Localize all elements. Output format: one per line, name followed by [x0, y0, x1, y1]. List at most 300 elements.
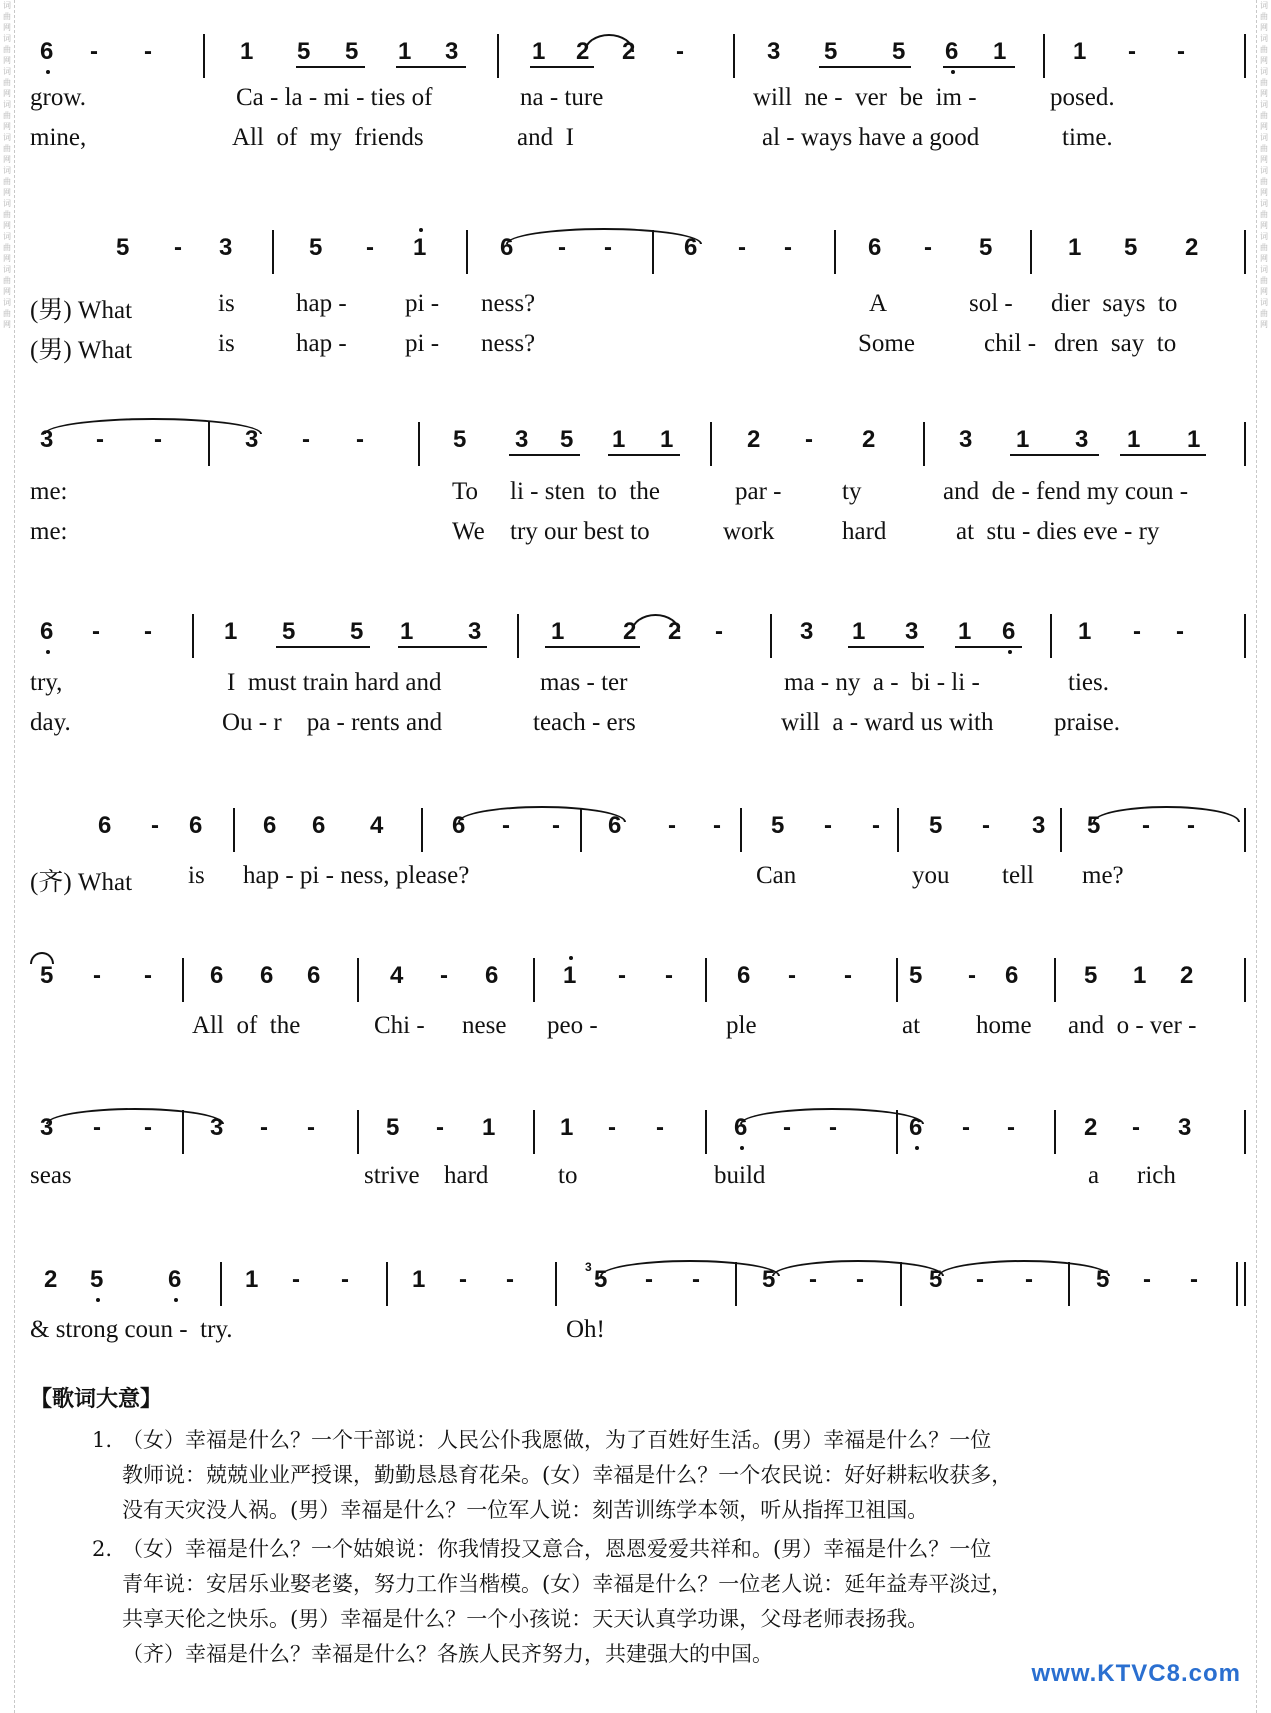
note-2: 2: [622, 38, 636, 65]
lyric-text: to: [558, 1162, 578, 1189]
eighth-beam: [398, 646, 487, 648]
tie-arc: [938, 1260, 1110, 1276]
summary-item-2: [30, 1532, 1250, 1672]
note-3: 3: [40, 1114, 54, 1141]
dash-hold: -: [809, 1266, 817, 1293]
summary-line: （女）幸福是什么？一个干部说：人民公仆我愿做，为了百姓好生活。(男）幸福是什么？一位: [122, 1428, 992, 1452]
barline: [705, 1110, 707, 1154]
summary-line: 教师说：兢兢业业严授课，勤勤恳恳育花朵。(女）幸福是什么？一个农民说：好好耕耘收获多，: [122, 1463, 1013, 1487]
lyric-text: is: [218, 330, 235, 357]
lyric-text: me:: [30, 518, 68, 545]
note-1: 1: [551, 618, 565, 645]
note-3: 3: [245, 426, 259, 453]
summary-item-1: [30, 1423, 1250, 1528]
eighth-beam: [396, 66, 466, 68]
note-5: 5: [297, 38, 311, 65]
lyric-text: ty: [842, 478, 862, 505]
summary-line: （女）幸福是什么？一个姑娘说：你我情投又意合，恩恩爱爱共祥和。(男）幸福是什么？一位: [122, 1537, 992, 1561]
note-5: 5: [929, 1266, 943, 1293]
barline: [357, 1110, 359, 1154]
dash-hold: -: [302, 426, 310, 453]
note-2: 2: [623, 618, 637, 645]
eighth-beam: [296, 66, 365, 68]
barline: [357, 958, 359, 1002]
note-2: 2: [44, 1266, 58, 1293]
lyric-text: rich: [1137, 1162, 1176, 1189]
dash-hold: -: [1128, 38, 1136, 65]
tie-arc: [30, 952, 54, 964]
note-1: 1: [1078, 618, 1092, 645]
note-5: 5: [1124, 234, 1138, 261]
lyric-text: is: [188, 862, 205, 889]
lyric-text: dier says to: [1051, 290, 1178, 317]
summary-line: 青年说：安居乐业娶老婆，努力工作当楷模。(女）幸福是什么？一位老人说：延年益寿平淡过，: [122, 1572, 1013, 1596]
note-6: 6: [868, 234, 882, 261]
barline: [733, 34, 735, 78]
barline: [897, 808, 899, 852]
dash-hold: -: [174, 234, 182, 261]
summary-line: 没有天灾没人祸。(男）幸福是什么？一位军人说：刻苦训练学本领，听从指挥卫祖国。: [122, 1498, 929, 1522]
note-2: 2: [862, 426, 876, 453]
lyric-text: ma - ny a - bi - li -: [784, 669, 980, 696]
note-5: 5: [560, 426, 574, 453]
note-1: 1: [1016, 426, 1030, 453]
lyric-text: ness?: [481, 330, 536, 357]
dash-hold: -: [341, 1266, 349, 1293]
barline: [386, 1262, 388, 1306]
lyric-text: Some: [858, 330, 915, 357]
lyric-text: sol -: [969, 290, 1013, 317]
note-2: 2: [1084, 1114, 1098, 1141]
note-5: 5: [892, 38, 906, 65]
dash-hold: -: [738, 234, 746, 261]
dash-hold: -: [968, 962, 976, 989]
note-5: 5: [824, 38, 838, 65]
lyric-text: par -: [735, 478, 782, 505]
lyric-text: All of the: [192, 1012, 301, 1039]
note-1: 1: [532, 38, 546, 65]
lyric-text: home: [976, 1012, 1032, 1039]
barline: [1030, 230, 1032, 274]
barline: [1244, 1110, 1246, 1154]
tie-arc: [506, 228, 702, 244]
lyric-text: mine,: [30, 124, 87, 151]
low-octave-dot: [174, 1298, 178, 1302]
note-5: 5: [282, 618, 296, 645]
eighth-beam: [530, 66, 594, 68]
note-3: 3: [40, 426, 54, 453]
lyric-text: pi -: [405, 290, 440, 317]
note-6: 6: [189, 812, 203, 839]
dash-hold: -: [151, 812, 159, 839]
dash-hold: -: [783, 1114, 791, 1141]
barline: [1060, 808, 1062, 852]
barline: [418, 422, 420, 466]
lyric-text: teach - ers: [533, 709, 636, 736]
lyric-text: me?: [1082, 862, 1124, 889]
dash-hold: -: [1187, 812, 1195, 839]
note-6: 6: [40, 38, 54, 65]
note-3: 3: [210, 1114, 224, 1141]
lyric-text: (齐) What: [30, 869, 133, 896]
dash-hold: -: [144, 618, 152, 645]
note-1: 1: [1073, 38, 1087, 65]
note-2: 2: [576, 38, 590, 65]
note-3: 3: [1032, 812, 1046, 839]
lyric-text: I must train hard and: [227, 669, 442, 696]
lyric-text: peo -: [547, 1012, 598, 1039]
dash-hold: -: [668, 812, 676, 839]
barline: [466, 230, 468, 274]
note-1: 1: [482, 1114, 496, 1141]
lyric-text: We: [452, 518, 485, 545]
dash-hold: -: [459, 1266, 467, 1293]
lyric-text: hap - pi - ness, please?: [243, 862, 470, 889]
note-1: 1: [413, 234, 427, 261]
note-1: 1: [563, 962, 577, 989]
barline: [1244, 808, 1246, 852]
note-1: 1: [224, 618, 238, 645]
barline: [533, 958, 535, 1002]
note-4: 4: [390, 962, 404, 989]
lyric-text: al - ways have a good: [762, 124, 980, 151]
dash-hold: -: [844, 962, 852, 989]
note-3: 3: [767, 38, 781, 65]
note-6: 6: [98, 812, 112, 839]
tie-arc: [631, 614, 680, 632]
note-6: 6: [485, 962, 499, 989]
lyric-text: seas: [30, 1162, 72, 1189]
barline: [834, 230, 836, 274]
tie-arc: [1093, 806, 1240, 822]
lyric-text: build: [714, 1162, 766, 1189]
dash-hold: -: [665, 962, 673, 989]
note-6: 6: [608, 812, 622, 839]
note-2: 2: [668, 618, 682, 645]
low-octave-dot: [46, 70, 50, 74]
lyric-text: day.: [30, 709, 71, 736]
dash-hold: -: [93, 962, 101, 989]
lyric-text: grow.: [30, 84, 87, 111]
lyric-text: work: [723, 518, 775, 545]
note-1: 1: [1187, 426, 1201, 453]
dash-hold: -: [366, 234, 374, 261]
barline: [1054, 1110, 1056, 1154]
note-5: 5: [929, 812, 943, 839]
lyric-text: Ou - r pa - rents and: [222, 709, 443, 736]
barline: [1244, 34, 1246, 78]
lyric-text: All of my friends: [232, 124, 424, 151]
dash-hold: -: [1177, 38, 1185, 65]
dash-hold: -: [872, 812, 880, 839]
barline: [770, 614, 772, 658]
dash-hold: -: [829, 1114, 837, 1141]
note-6: 6: [1002, 618, 1016, 645]
dash-hold: -: [982, 812, 990, 839]
note-5: 5: [90, 1266, 104, 1293]
note-1: 1: [660, 426, 674, 453]
note-6: 6: [737, 962, 751, 989]
note-3: 3: [959, 426, 973, 453]
barline: [1054, 958, 1056, 1002]
lyric-text: & strong coun - try.: [30, 1316, 233, 1343]
note-1: 1: [958, 618, 972, 645]
note-6: 6: [1005, 962, 1019, 989]
note-2: 2: [1180, 962, 1194, 989]
note-5: 5: [979, 234, 993, 261]
lyric-text: mas - ter: [540, 669, 628, 696]
dash-hold: -: [96, 426, 104, 453]
dash-hold: -: [618, 962, 626, 989]
dash-hold: -: [805, 426, 813, 453]
barline: [192, 614, 194, 658]
barline: [220, 1262, 222, 1306]
lyric-text: strive: [364, 1162, 420, 1189]
dash-hold: -: [608, 1114, 616, 1141]
dash-hold: -: [144, 1114, 152, 1141]
lyric-text: nese: [462, 1012, 507, 1039]
barline: [1244, 1262, 1246, 1306]
note-1: 1: [612, 426, 626, 453]
barline: [517, 614, 519, 658]
dash-hold: -: [144, 38, 152, 65]
note-5: 5: [453, 426, 467, 453]
barline: [497, 34, 499, 78]
barline: [1236, 1262, 1238, 1306]
note-6: 6: [312, 812, 326, 839]
lyric-text: and I: [517, 124, 574, 151]
lyric-text: ties.: [1068, 669, 1109, 696]
barline: [1244, 422, 1246, 466]
eighth-beam: [943, 66, 1015, 68]
low-octave-dot: [915, 1146, 919, 1150]
lyric-text: (男) What: [30, 337, 133, 364]
dash-hold: -: [144, 962, 152, 989]
lyric-text: dren say to: [1054, 330, 1177, 357]
low-octave-dot: [951, 70, 955, 74]
dash-hold: -: [440, 962, 448, 989]
dash-hold: -: [1132, 1114, 1140, 1141]
note-2: 2: [747, 426, 761, 453]
barline: [533, 1110, 535, 1154]
lyric-text: a: [1088, 1162, 1100, 1189]
note-1: 1: [1127, 426, 1141, 453]
lyric-text: pi -: [405, 330, 440, 357]
note-1: 1: [400, 618, 414, 645]
note-3: 3: [800, 618, 814, 645]
lyrics-summary: [30, 1382, 1250, 1672]
note-6: 6: [260, 962, 274, 989]
dash-hold: -: [962, 1114, 970, 1141]
lyric-text: hap -: [296, 290, 347, 317]
note-3: 3: [515, 426, 529, 453]
dash-hold: -: [1142, 812, 1150, 839]
note-1: 1: [852, 618, 866, 645]
dash-hold: -: [645, 1266, 653, 1293]
dash-hold: -: [260, 1114, 268, 1141]
dash-hold: -: [552, 812, 560, 839]
lyric-text: Oh!: [566, 1316, 605, 1343]
left-edge-watermark: 词曲网 词曲网 词曲网 词曲网 词曲网 词曲网 词曲网 词曲网 词曲网 词曲网: [0, 0, 15, 1713]
dash-hold: -: [1025, 1266, 1033, 1293]
dash-hold: -: [924, 234, 932, 261]
note-6: 6: [734, 1114, 748, 1141]
note-6: 6: [452, 812, 466, 839]
eighth-beam: [819, 66, 911, 68]
note-5: 5: [594, 1266, 608, 1293]
summary-line: （齐）幸福是什么？幸福是什么？各族人民齐努力，共建强大的中国。: [122, 1642, 773, 1666]
lyric-text: na - ture: [520, 84, 604, 111]
dash-hold: -: [558, 234, 566, 261]
lyric-text: at stu - dies eve - ry: [956, 518, 1160, 545]
note-1: 1: [993, 38, 1007, 65]
summary-line: 共享天伦之快乐。(男）幸福是什么？一个小孩说：天天认真学功课，父母老师表扬我。: [122, 1607, 929, 1631]
note-1: 1: [245, 1266, 259, 1293]
lyric-text: hard: [842, 518, 887, 545]
lyric-text: ness?: [481, 290, 536, 317]
eighth-beam: [545, 646, 640, 648]
lyric-text: Can: [756, 862, 797, 889]
lyric-text: praise.: [1054, 709, 1120, 736]
dash-hold: -: [976, 1266, 984, 1293]
low-octave-dot: [96, 1298, 100, 1302]
dash-hold: -: [1176, 618, 1184, 645]
lyric-text: li - sten to the: [510, 478, 660, 505]
dash-hold: -: [824, 812, 832, 839]
lyric-text: To: [452, 478, 479, 505]
dash-hold: -: [1007, 1114, 1015, 1141]
note-1: 1: [560, 1114, 574, 1141]
note-5: 5: [116, 234, 130, 261]
dash-hold: -: [715, 618, 723, 645]
dash-hold: -: [1143, 1266, 1151, 1293]
note-5: 5: [909, 962, 923, 989]
lyric-text: will ne - ver be im -: [753, 84, 977, 111]
high-octave-dot: [569, 956, 573, 960]
eighth-beam: [509, 454, 580, 456]
note-3: 3: [1075, 426, 1089, 453]
lyric-text: Chi -: [374, 1012, 425, 1039]
dash-hold: -: [502, 812, 510, 839]
lyric-text: A: [869, 290, 888, 317]
summary-heading: 【歌词大意】: [30, 1387, 163, 1412]
low-octave-dot: [1008, 650, 1012, 654]
note-6: 6: [909, 1114, 923, 1141]
barline: [203, 34, 205, 78]
lyric-text: hap -: [296, 330, 347, 357]
note-5: 5: [40, 962, 54, 989]
summary-item-number: 1.: [92, 1428, 113, 1452]
note-5: 5: [309, 234, 323, 261]
high-octave-dot: [419, 228, 423, 232]
note-1: 1: [1068, 234, 1082, 261]
note-3: 3: [445, 38, 459, 65]
grace-note: 3: [585, 1260, 592, 1274]
tie-arc: [772, 1260, 944, 1276]
lyric-text: at: [902, 1012, 921, 1039]
note-5: 5: [1096, 1266, 1110, 1293]
dash-hold: -: [676, 38, 684, 65]
eighth-beam: [276, 646, 370, 648]
barline: [740, 808, 742, 852]
barline: [1050, 614, 1052, 658]
note-5: 5: [386, 1114, 400, 1141]
eighth-beam: [1010, 454, 1099, 456]
note-5: 5: [345, 38, 359, 65]
dash-hold: -: [90, 38, 98, 65]
dash-hold: -: [604, 234, 612, 261]
note-6: 6: [307, 962, 321, 989]
lyric-text: ple: [726, 1012, 757, 1039]
note-1: 1: [1133, 962, 1147, 989]
note-6: 6: [40, 618, 54, 645]
note-5: 5: [771, 812, 785, 839]
tie-arc: [44, 418, 262, 434]
lyric-text: hard: [444, 1162, 489, 1189]
lyric-text: will a - ward us with: [781, 709, 994, 736]
note-6: 6: [500, 234, 514, 261]
note-3: 3: [468, 618, 482, 645]
lyric-text: tell: [1002, 862, 1034, 889]
dash-hold: -: [692, 1266, 700, 1293]
dash-hold: -: [307, 1114, 315, 1141]
tie-arc: [458, 806, 626, 822]
barline: [705, 958, 707, 1002]
note-1: 1: [240, 38, 254, 65]
barline: [896, 958, 898, 1002]
site-watermark: www.KTVC8.com: [1031, 1660, 1241, 1687]
low-octave-dot: [46, 650, 50, 654]
barline: [272, 230, 274, 274]
dash-hold: -: [713, 812, 721, 839]
note-3: 3: [905, 618, 919, 645]
dash-hold: -: [784, 234, 792, 261]
lyric-text: time.: [1062, 124, 1113, 151]
dash-hold: -: [788, 962, 796, 989]
right-edge-watermark: 词曲网 词曲网 词曲网 词曲网 词曲网 词曲网 词曲网 词曲网 词曲网 词曲网: [1256, 0, 1271, 1713]
dash-hold: -: [1190, 1266, 1198, 1293]
barline: [710, 422, 712, 466]
barline: [923, 422, 925, 466]
note-6: 6: [945, 38, 959, 65]
lyric-text: and o - ver -: [1068, 1012, 1197, 1039]
note-6: 6: [684, 234, 698, 261]
note-1: 1: [398, 38, 412, 65]
dash-hold: -: [506, 1266, 514, 1293]
note-6: 6: [263, 812, 277, 839]
dash-hold: -: [436, 1114, 444, 1141]
eighth-beam: [955, 646, 1022, 648]
eighth-beam: [1120, 454, 1206, 456]
low-octave-dot: [740, 1146, 744, 1150]
barline: [1244, 230, 1246, 274]
dash-hold: -: [656, 1114, 664, 1141]
eighth-beam: [608, 454, 680, 456]
note-5: 5: [350, 618, 364, 645]
lyric-text: you: [912, 862, 950, 889]
lyric-text: try,: [30, 669, 63, 696]
note-3: 3: [1178, 1114, 1192, 1141]
dash-hold: -: [1133, 618, 1141, 645]
barline: [233, 808, 235, 852]
eighth-beam: [848, 646, 924, 648]
note-5: 5: [762, 1266, 776, 1293]
barline: [182, 958, 184, 1002]
lyric-text: and de - fend my coun -: [943, 478, 1189, 505]
dash-hold: -: [356, 426, 364, 453]
barline: [1043, 34, 1045, 78]
barline: [1244, 958, 1246, 1002]
